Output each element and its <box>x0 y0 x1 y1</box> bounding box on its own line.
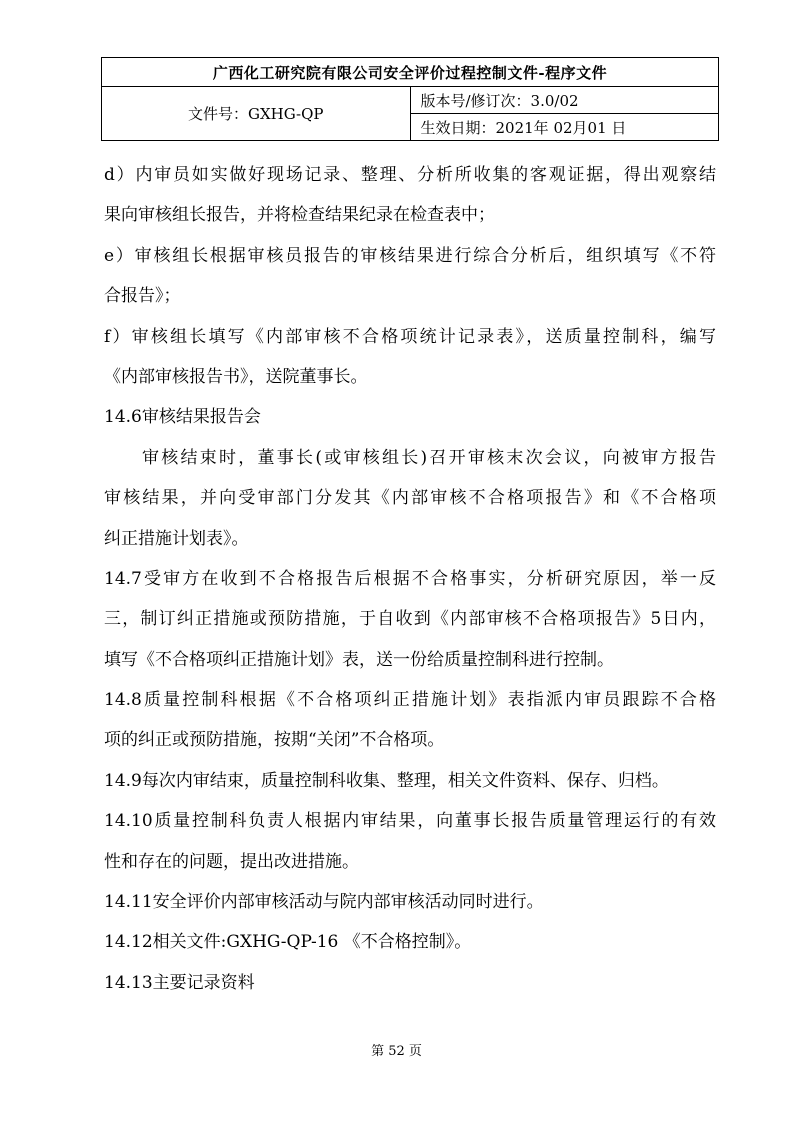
section-heading: 14.6审核结果报告会 <box>104 407 261 428</box>
body-line: 填写《不合格项纠正措施计划》表，送一份给质量控制科进行控制。 <box>104 649 614 670</box>
body-line: 14.7受审方在收到不合格报告后根据不合格事实，分析研究原因，举一反 <box>104 568 716 589</box>
document-header-table <box>101 57 719 141</box>
body-line: 三，制订纠正措施或预防措施，于自收到《内部审核不合格项报告》5日内， <box>104 609 716 630</box>
body-line: 审核结果，并向受审部门分发其《内部审核不合格项报告》和《不合格项 <box>104 488 716 509</box>
body-line: 合报告》； <box>104 286 181 307</box>
body-line: 14.9每次内审结束，质量控制科收集、整理，相关文件资料、保存、归档。 <box>104 770 669 791</box>
body-line: 14.8质量控制科根据《不合格项纠正措施计划》表指派内审员跟踪不合格 <box>104 690 716 711</box>
body-line: 纠正措施计划表》。 <box>104 528 249 549</box>
body-line: 性和存在的问题，提出改进措施。 <box>104 851 359 872</box>
effective-date: 生效日期：2021年 02月01 日 <box>410 114 719 141</box>
body-line: d）内审员如实做好现场记录、整理、分析所收集的客观证据，得出观察结 <box>104 165 716 185</box>
body-line: 14.10质量控制科负责人根据内审结果，向董事长报告质量管理运行的有效 <box>104 811 716 832</box>
body-line: 14.12相关文件:GXHG-QP-16 《不合格控制》。 <box>104 932 472 953</box>
body-line: 项的纠正或预防措施，按期“关闭”不合格项。 <box>104 730 445 751</box>
body-line: 《内部审核报告书》，送院董事长。 <box>104 366 368 387</box>
document-body <box>104 155 716 1003</box>
body-line: 14.11安全评价内部审核活动与院内部审核活动同时进行。 <box>104 892 544 913</box>
version-number: 版本号/修订次：3.0/02 <box>410 87 719 114</box>
document-title: 广西化工研究院有限公司安全评价过程控制文件-程序文件 <box>102 58 719 87</box>
document-number: 文件号：GXHG-QP <box>102 87 411 141</box>
body-line: f）审核组长填写《内部审核不合格项统计记录表》，送质量控制科，编写 <box>104 326 716 347</box>
body-line: e）审核组长根据审核员报告的审核结果进行综合分析后，组织填写《不符 <box>104 245 716 266</box>
body-line: 果向审核组长报告，并将检查结果纪录在检查表中； <box>104 205 495 226</box>
body-line: 审核结束时，董事长(或审核组长)召开审核末次会议，向被审方报告 <box>142 447 716 468</box>
page-number: 第 52 页 <box>371 1044 422 1059</box>
section-heading: 14.13主要记录资料 <box>104 972 255 993</box>
